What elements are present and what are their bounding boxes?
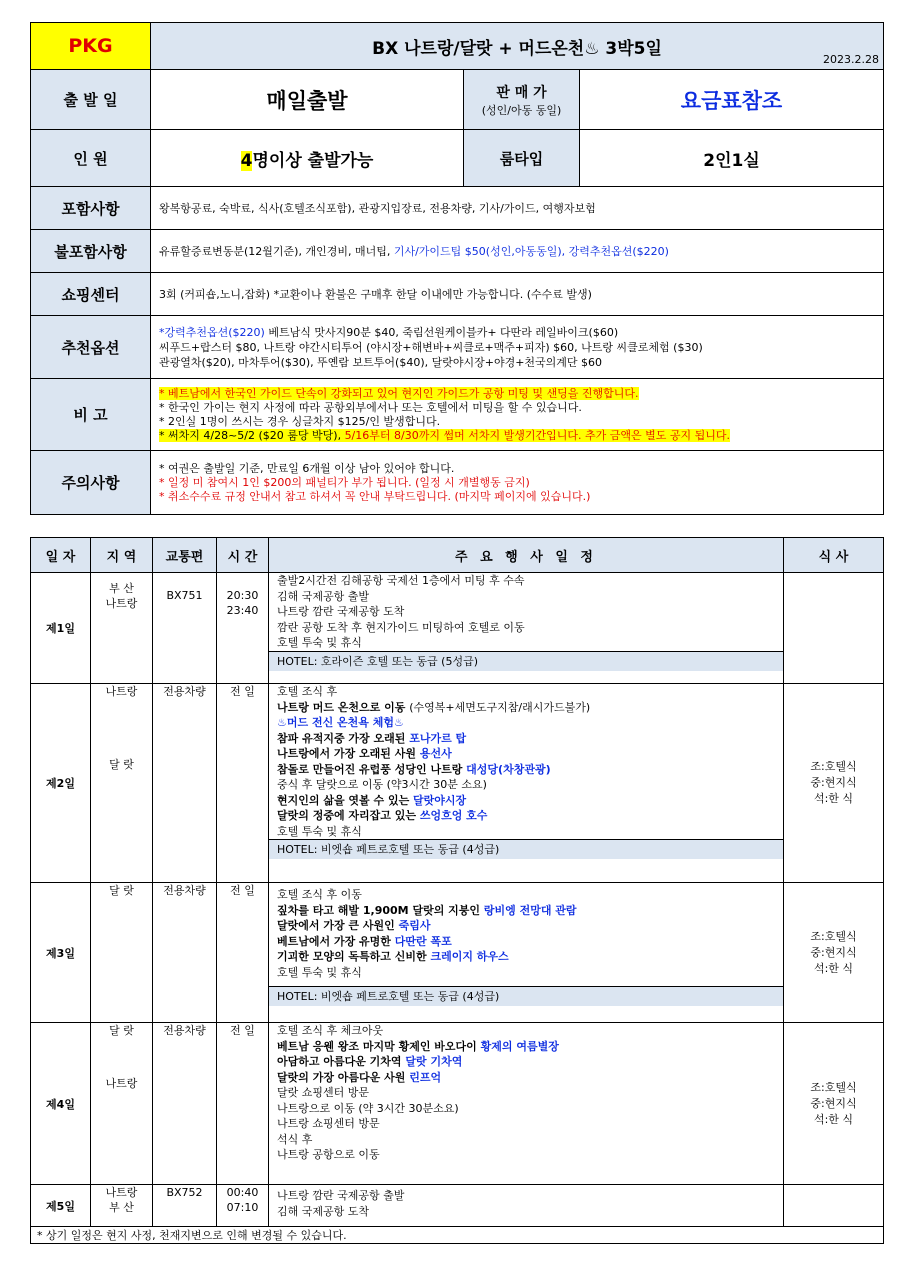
header-time: 시 간 <box>217 538 269 573</box>
depart-value: 매일출발 <box>151 70 464 130</box>
day1-line4: 깜란 공항 도착 후 현지가이드 미팅하여 호텔로 이동 <box>277 620 525 634</box>
day4-region2: 나트랑 <box>105 1077 138 1090</box>
day3-dinner: 석:한 식 <box>813 961 854 975</box>
included-label: 포함사항 <box>31 187 151 230</box>
day1-line1: 출발2시간전 김해공항 국제선 1층에서 미팅 후 수속 <box>277 574 525 587</box>
day2-line9: 달랏의 정중에 자리잡고 있는 <box>277 809 420 822</box>
day5-meal <box>784 1185 884 1227</box>
day3-breakfast: 조:호텔식 <box>810 929 857 943</box>
note-label: 비 고 <box>31 379 151 451</box>
day3-label: 제3일 <box>31 883 91 1023</box>
day2-time: 전 일 <box>217 684 269 883</box>
day3-transport: 전용차량 <box>153 883 217 1023</box>
options-line1: 베트남식 맛사지90분 $40, 죽림선원케이블카+ 다딴라 레일바이크($60) <box>268 325 619 339</box>
day3-line2: 짚차를 타고 해발 1,900M 달랏의 지붕인 <box>277 903 484 917</box>
day2-line5: 나트랑에서 가장 오래된 사원 <box>277 747 420 760</box>
day5-row <box>31 1185 884 1227</box>
day3-line6: 호텔 투숙 및 휴식 <box>277 965 362 979</box>
day5-line1: 나트랑 깜란 국제공항 출발 <box>277 1189 405 1202</box>
day3-hotel: HOTEL: 비엣숍 페트로호텔 또는 동급 (4성급) <box>269 986 783 1006</box>
excluded-tip: 기사/가이드팁 $50(성인,아동동일), 강력추천옵션($220) <box>393 244 669 258</box>
day2-line4-spot: 포나가르 탑 <box>409 731 467 745</box>
day2-line3: ♨머드 전신 온천욕 체험♨ <box>277 716 404 729</box>
shopping-value: 3회 (커피숍,노니,잡화) *교환이나 환불은 구매후 한달 이내에만 가능합니다. (수수료 발생) <box>151 273 884 316</box>
note-line4-summer: 5/16부터 8/30까지 썸머 서차지 발생기간입니다. 추가 금액은 별도 공지 됩니다. <box>344 428 730 442</box>
day3-line5-spot: 크레이지 하우스 <box>430 950 509 963</box>
day3-plan <box>269 883 784 1023</box>
day4-plan <box>269 1023 784 1185</box>
day2-line2: 나트랑 머드 온천으로 이동 <box>277 700 410 714</box>
itinerary-table <box>30 537 884 1244</box>
day2-line5-spot: 용선사 <box>419 747 452 760</box>
day2-row <box>31 684 884 883</box>
day4-line9: 나트랑 공항으로 이동 <box>277 1148 380 1161</box>
caution-line3: * 취소수수료 규정 안내서 참고 하셔서 꼭 안내 부탁드립니다. (마지막 페이지에 있습니다.) <box>159 489 591 503</box>
day1-plan <box>269 573 784 684</box>
day4-dinner: 석:한 식 <box>813 1112 854 1126</box>
day3-line1: 호텔 조식 후 이동 <box>277 888 362 901</box>
day2-meal <box>784 684 884 883</box>
day4-line6: 나트랑으로 이동 (약 3시간 30분소요) <box>277 1101 459 1115</box>
day5-time2: 07:10 <box>226 1201 259 1214</box>
caution-line2: * 일정 미 참여시 1인 $200의 패널티가 부가 됩니다. (일정 시 개별행동 금지) <box>159 475 530 489</box>
day2-line6-spot: 대성당(차창관광) <box>466 762 551 776</box>
shopping-label: 쇼핑센터 <box>31 273 151 316</box>
itinerary-header <box>31 538 884 573</box>
excluded-value-cell <box>151 230 884 273</box>
day4-line5: 달랏 쇼핑센터 방문 <box>277 1086 370 1099</box>
header-transport: 교통편 <box>153 538 217 573</box>
day1-region <box>91 573 153 684</box>
day2-line8: 현지인의 삶을 엿볼 수 있는 <box>277 793 414 807</box>
day4-region1: 달 랏 <box>109 1024 134 1037</box>
day2-region1: 나트랑 <box>105 685 138 698</box>
excluded-label: 불포함사항 <box>31 230 151 273</box>
day2-line4: 참파 유적지중 가장 오래된 <box>277 731 410 745</box>
day1-region1: 부 산 <box>109 582 134 595</box>
day4-line2: 베트남 응웬 왕조 마지막 황제인 바오다이 <box>277 1039 481 1053</box>
day2-hotel: HOTEL: 비엣숍 페트로호텔 또는 동급 (4성급) <box>269 839 783 859</box>
note-line4: * 써차지 4/28~5/2 ($20 룸당 박당), <box>159 428 345 442</box>
day1-line3: 나트랑 깜란 국제공항 도착 <box>277 605 405 618</box>
options-value <box>151 316 884 379</box>
day2-line1: 호텔 조식 후 <box>277 685 338 698</box>
day5-line2: 김해 국제공항 도착 <box>277 1204 370 1218</box>
day1-time1: 20:30 <box>226 589 259 602</box>
day3-line3: 달랏에서 가장 큰 사원인 <box>277 919 399 932</box>
note-line3: * 2인실 1명이 쓰시는 경우 싱글차지 $125/인 발생합니다. <box>159 414 441 428</box>
document-date: 2023.2.28 <box>823 53 880 66</box>
header-meal: 식 사 <box>784 538 884 573</box>
excluded-value: 유류할증료변동분(12월기준), 개인경비, 매너팁, <box>159 244 394 258</box>
people-value: 명이상 출발가능 <box>252 150 374 171</box>
header-day: 일 자 <box>31 538 91 573</box>
day4-row <box>31 1023 884 1185</box>
day2-region2: 달 랏 <box>109 758 134 771</box>
price-label-cell <box>464 70 580 130</box>
note-line1: * 베트남에서 한국인 가이드 단속이 강화되고 있어 현지인 가이드가 공항 미팅 및 샌딩을 진행합니다. <box>159 386 639 400</box>
caution-label: 주의사항 <box>31 451 151 515</box>
room-label: 룸타입 <box>464 130 580 187</box>
day2-line10: 호텔 투숙 및 휴식 <box>277 824 362 838</box>
day4-label: 제4일 <box>31 1023 91 1185</box>
itinerary-footnote: * 상기 일정은 현지 사정, 천재지변으로 인해 변경될 수 있습니다. <box>31 1227 884 1244</box>
people-label: 인 원 <box>31 130 151 187</box>
day5-region1: 나트랑 <box>105 1186 138 1199</box>
day5-time <box>217 1185 269 1227</box>
day2-transport: 전용차량 <box>153 684 217 883</box>
day3-row <box>31 883 884 1023</box>
people-value-cell <box>151 130 464 187</box>
people-min-count: 4 <box>240 150 253 171</box>
day3-time: 전 일 <box>217 883 269 1023</box>
price-sublabel: (성인/아동 동일) <box>481 103 562 117</box>
day4-line8: 석식 후 <box>277 1132 313 1146</box>
day1-label: 제1일 <box>31 573 91 684</box>
day5-time1: 00:40 <box>226 1186 259 1199</box>
note-value <box>151 379 884 451</box>
day2-line8-spot: 달랏야시장 <box>413 793 467 807</box>
day1-line2: 김해 국제공항 출발 <box>277 589 370 603</box>
day2-breakfast: 조:호텔식 <box>810 760 857 773</box>
day2-lunch: 중:현지식 <box>810 776 857 789</box>
room-value: 2인1실 <box>580 130 884 187</box>
day4-time: 전 일 <box>217 1023 269 1185</box>
day3-region: 달 랏 <box>91 883 153 1023</box>
day3-line3-spot: 죽림사 <box>398 919 431 932</box>
day1-region2: 나트랑 <box>105 597 138 610</box>
day1-time2: 23:40 <box>226 604 259 617</box>
day4-line1: 호텔 조식 후 체크아웃 <box>277 1024 384 1037</box>
day5-region2: 부 산 <box>109 1201 134 1214</box>
day5-label: 제5일 <box>31 1185 91 1227</box>
depart-label: 출 발 일 <box>31 70 151 130</box>
day5-transport: BX752 <box>153 1185 217 1227</box>
day2-line6: 참돌로 만들어진 유럽풍 성당인 나트랑 <box>277 762 467 776</box>
caution-line1: * 여권은 출발일 기준, 만료일 6개월 이상 남아 있어야 합니다. <box>159 461 455 475</box>
day4-lunch: 중:현지식 <box>810 1096 857 1110</box>
day2-line9-spot: 쓰엉흐엉 호수 <box>419 809 488 822</box>
day4-line4-spot: 린프억 <box>409 1070 442 1084</box>
day1-meal <box>784 573 884 684</box>
header-region: 지 역 <box>91 538 153 573</box>
pkg-badge: PKG <box>31 23 151 70</box>
day4-line4: 달랏의 가장 아름다운 사원 <box>277 1070 410 1084</box>
day5-region <box>91 1185 153 1227</box>
options-label: 추천옵션 <box>31 316 151 379</box>
day3-line4-spot: 다딴란 폭포 <box>394 934 452 948</box>
day2-region <box>91 684 153 883</box>
day4-transport: 전용차량 <box>153 1023 217 1185</box>
day2-plan <box>269 684 784 883</box>
options-strong: *강력추천옵션($220) <box>159 325 269 339</box>
price-value: 요금표참조 <box>580 70 884 130</box>
day4-line7: 나트랑 쇼핑센터 방문 <box>277 1117 380 1130</box>
package-title-cell <box>151 23 884 70</box>
options-line3: 관광열차($20), 마차투어($30), 뚜옌람 보트투어($40), 달랏야시장+야경+천국의계단 $60 <box>159 355 603 369</box>
day1-row <box>31 573 884 684</box>
day1-transport: BX751 <box>153 573 217 684</box>
day2-dinner: 석:한 식 <box>813 792 854 805</box>
package-info-table <box>30 22 884 515</box>
options-line2: 씨푸드+랍스터 $80, 나트랑 야간시티투어 (야시장+해변바+씨클로+맥주+피자) $60, 나트랑 씨클로체험 ($30) <box>159 340 703 354</box>
day3-line2-spot: 랑비엥 전망대 관람 <box>483 903 577 917</box>
price-label: 판 매 가 <box>496 84 547 101</box>
day4-breakfast: 조:호텔식 <box>810 1080 857 1094</box>
day5-plan <box>269 1185 784 1227</box>
day4-line3: 아담하고 아름다운 기차역 <box>277 1055 406 1068</box>
package-title: BX 나트랑/달랏 + 머드온천♨ 3박5일 <box>372 38 662 59</box>
day2-label: 제2일 <box>31 684 91 883</box>
day1-hotel: HOTEL: 호라이즌 호텔 또는 동급 (5성급) <box>269 651 783 671</box>
day3-line5: 기괴한 모양의 독특하고 신비한 <box>277 950 431 963</box>
header-plan: 주 요 행 사 일 정 <box>269 538 784 573</box>
included-value: 왕복항공료, 숙박료, 식사(호텔조식포함), 관광지입장료, 전용차량, 기사/가이드, 여행자보험 <box>151 187 884 230</box>
day3-line4: 베트남에서 가장 유명한 <box>277 934 395 948</box>
day2-line2-note: (수영복+세면도구지참/래시가드불가) <box>409 700 591 714</box>
day3-lunch: 중:현지식 <box>810 945 857 959</box>
day2-line7: 중식 후 달랏으로 이동 (약3시간 30분 소요) <box>277 778 487 791</box>
day4-region <box>91 1023 153 1185</box>
day4-line2-spot: 황제의 여름별장 <box>480 1039 559 1053</box>
day1-time <box>217 573 269 684</box>
caution-value <box>151 451 884 515</box>
day4-line3-spot: 달랏 기차역 <box>405 1055 463 1068</box>
day3-meal <box>784 883 884 1023</box>
day1-line5: 호텔 투숙 및 휴식 <box>277 636 362 649</box>
day4-meal <box>784 1023 884 1185</box>
note-line2: * 한국인 가이는 현지 사정에 따라 공항외부에서나 또는 호텔에서 미팅을 할 수 있습니다. <box>159 400 582 414</box>
